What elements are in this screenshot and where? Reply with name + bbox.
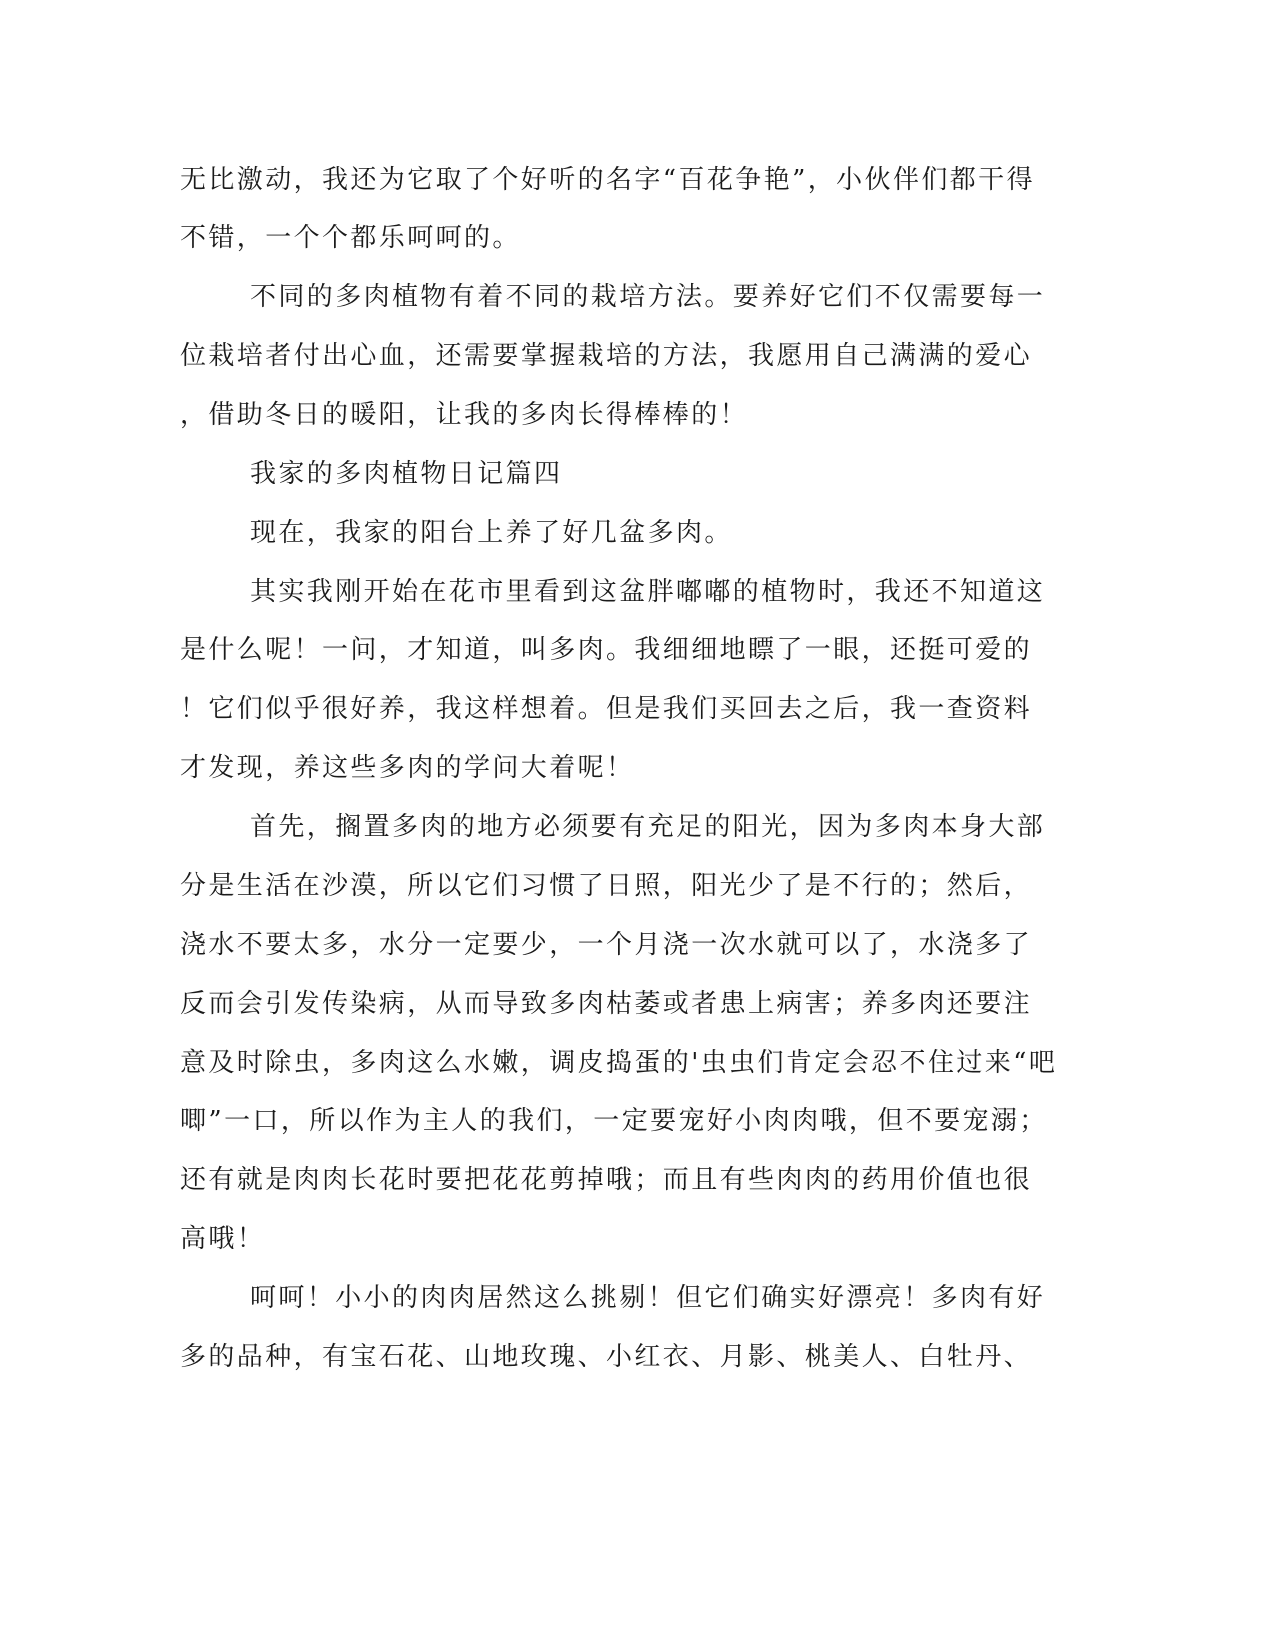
text-line: 还有就是肉肉长花时要把花花剪掉哦；而且有些肉肉的药用价值也很 — [180, 1165, 1033, 1195]
paragraph-first-line: 不同的多肉植物有着不同的栽培方法。要养好它们不仅需要每一 — [250, 282, 1046, 312]
text-line: ！它们似乎很好养，我这样想着。但是我们买回去之后，我一查资料 — [180, 694, 1033, 724]
text-line: 分是生活在沙漠，所以它们习惯了日照，阳光少了是不行的；然后， — [180, 871, 1033, 901]
text-line: 位栽培者付出心血，还需要掌握栽培的方法，我愿用自己满满的爱心 — [180, 341, 1033, 371]
paragraph-first-line: 首先，搁置多肉的地方必须要有充足的阳光，因为多肉本身大部 — [250, 812, 1046, 842]
text-line: 意及时除虫，多肉这么水嫩，调皮捣蛋的'虫虫们肯定会忍不住过来“吧 — [180, 1048, 1058, 1078]
section-heading: 我家的多肉植物日记篇四 — [250, 459, 563, 489]
text-line: 浇水不要太多，水分一定要少，一个月浇一次水就可以了，水浇多了 — [180, 930, 1033, 960]
paragraph-first-line: 现在，我家的阳台上养了好几盆多肉。 — [250, 518, 733, 548]
paragraph-first-line: 呵呵！小小的肉肉居然这么挑剔！但它们确实好漂亮！多肉有好 — [250, 1283, 1046, 1313]
text-line: 高哦！ — [180, 1224, 266, 1254]
text-line: 无比激动，我还为它取了个好听的名字“百花争艳”，小伙伴们都干得 — [180, 165, 1035, 195]
text-line: 是什么呢！一问，才知道，叫多肉。我细细地瞟了一眼，还挺可爱的 — [180, 635, 1033, 665]
text-line: 唧”一口，所以作为主人的我们，一定要宠好小肉肉哦，但不要宠溺； — [180, 1106, 1048, 1136]
paragraph-first-line: 其实我刚开始在花市里看到这盆胖嘟嘟的植物时，我还不知道这 — [250, 577, 1046, 607]
text-line: 不错，一个个都乐呵呵的。 — [180, 223, 521, 253]
text-line: 才发现，养这些多肉的学问大着呢！ — [180, 753, 635, 783]
text-line: 反而会引发传染病，从而导致多肉枯萎或者患上病害；养多肉还要注 — [180, 989, 1033, 1019]
text-line: 多的品种，有宝石花、山地玫瑰、小红衣、月影、桃美人、白牡丹、 — [180, 1342, 1033, 1372]
text-line: ，借助冬日的暖阳，让我的多肉长得棒棒的！ — [180, 400, 749, 430]
